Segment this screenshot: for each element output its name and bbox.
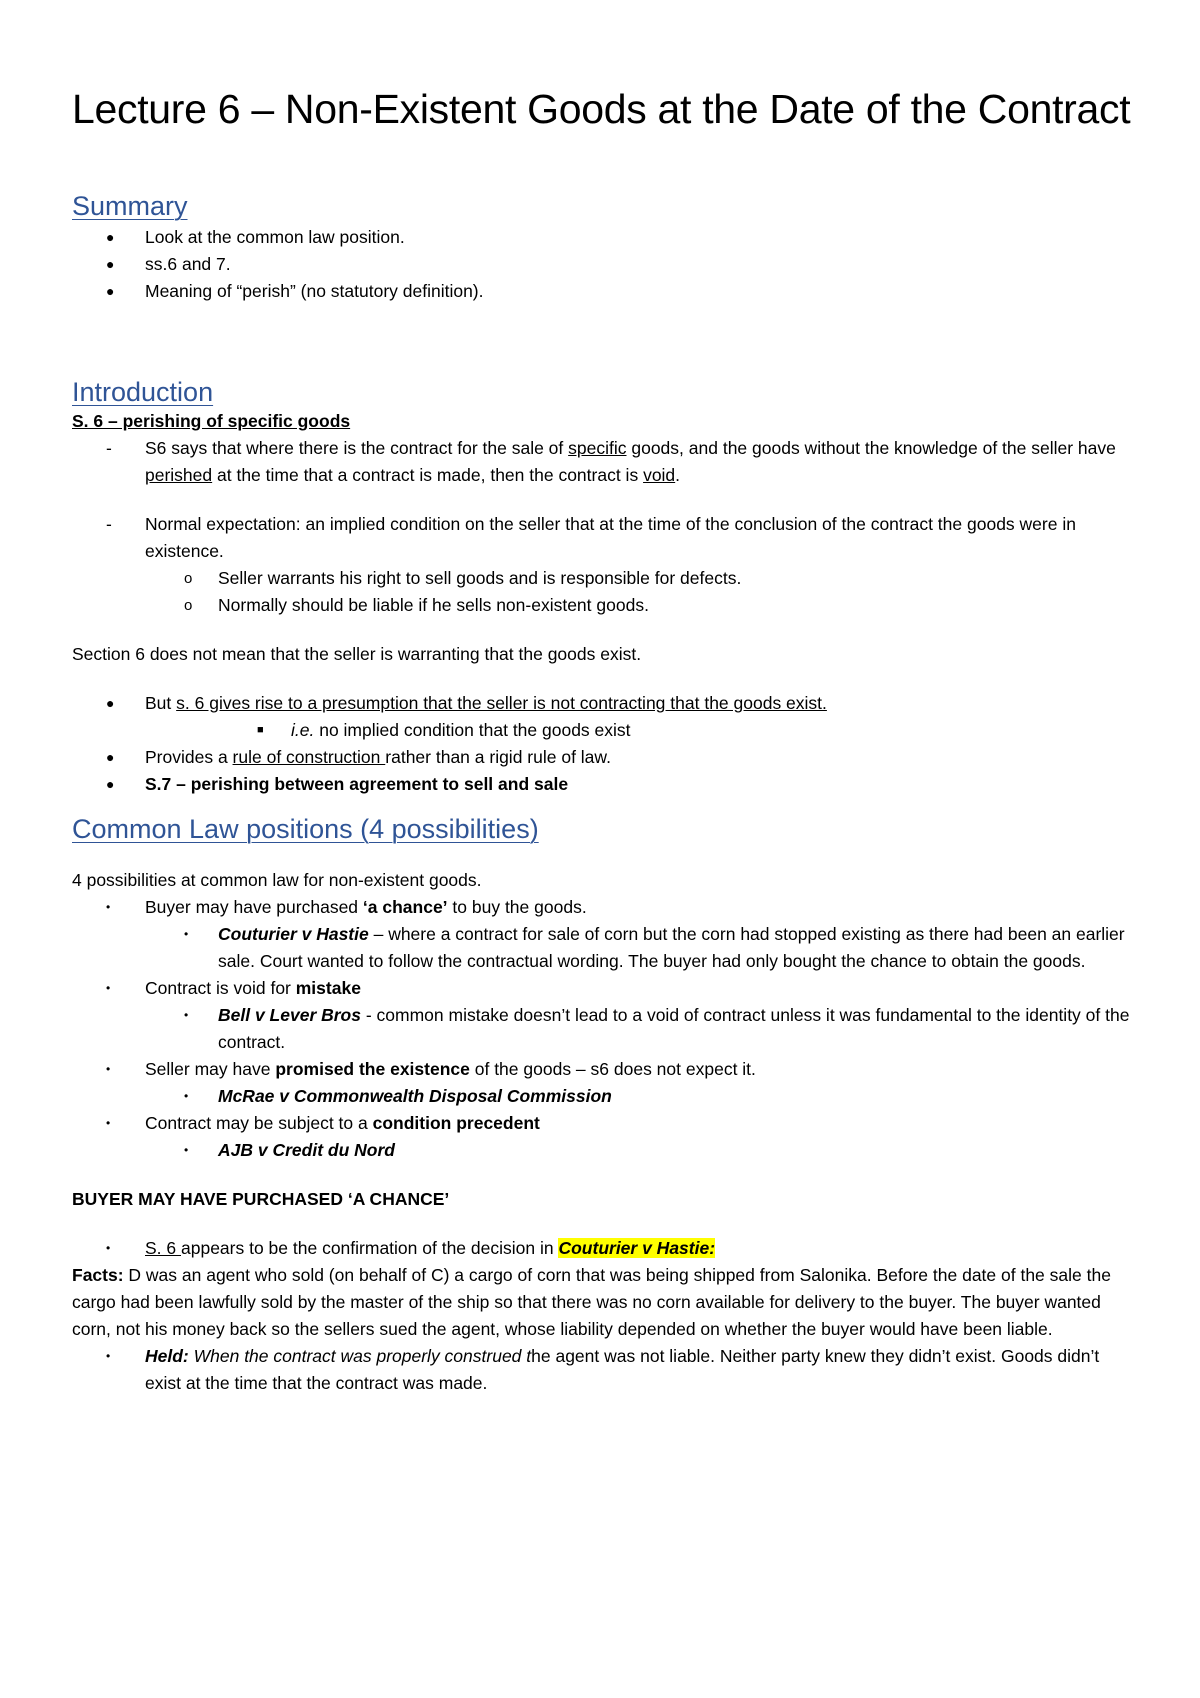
bullet-icon: ●: [106, 776, 115, 792]
circle-bullet-icon: o: [184, 570, 193, 587]
heading-summary: Summary: [72, 191, 188, 221]
bullet-icon: ●: [106, 256, 115, 272]
summary-item: ● Look at the common law position.: [72, 224, 1132, 251]
sub-item: o Normally should be liable if he sells non-existent goods.: [72, 592, 1132, 619]
bullet-item: • Seller may have promised the existence of the goods – s6 does not expect it.: [72, 1056, 1132, 1083]
section-heading: BUYER MAY HAVE PURCHASED ‘A CHANCE’: [72, 1189, 450, 1209]
bullet-item: • Contract may be subject to a condition precedent: [72, 1110, 1132, 1137]
bullet-icon: •: [106, 981, 111, 995]
bullet-item: • S. 6 appears to be the confirmation of the decision in Couturier v Hastie:: [72, 1235, 1132, 1262]
bullet-icon: •: [106, 1062, 111, 1076]
summary-item: ● Meaning of “perish” (no statutory definition).: [72, 278, 1132, 305]
summary-item: ● ss.6 and 7.: [72, 251, 1132, 278]
paragraph: Section 6 does not mean that the seller is warranting that the goods exist.: [72, 644, 642, 664]
square-bullet-icon: ■: [257, 724, 264, 736]
bullet-item: • Buyer may have purchased ‘a chance’ to buy the goods.: [72, 894, 1132, 921]
sub-item: • AJB v Credit du Nord: [72, 1137, 1132, 1164]
bullet-item: • Contract is void for mistake: [72, 975, 1132, 1002]
bullet-icon: •: [184, 1143, 189, 1157]
bullet-icon: ●: [106, 229, 115, 245]
bullet-icon: •: [106, 1241, 111, 1255]
dash-bullet: -: [106, 514, 112, 534]
dash-item: - S6 says that where there is the contract for the sale of specific goods, and the goods without the knowledge of the seller have perished at the time that a contract is made, then the contract is void.: [72, 435, 1132, 489]
circle-bullet-icon: o: [184, 597, 193, 614]
bullet-item: • Held: When the contract was properly construed the agent was not liable. Neither party knew they didn’t exist. Goods didn’t exist at the time that the contract was made.: [72, 1343, 1132, 1397]
bullet-icon: •: [106, 1116, 111, 1130]
heading-common-law: Common Law positions (4 possibilities): [72, 814, 539, 844]
bullet-item: ● S.7 – perishing between agreement to sell and sale: [72, 771, 1132, 798]
bullet-icon: ●: [106, 749, 115, 765]
page-title: Lecture 6 – Non-Existent Goods at the Date of the Contract: [72, 86, 1131, 132]
dash-item: - Normal expectation: an implied condition on the seller that at the time of the conclusion of the contract the goods were in existence.: [72, 511, 1132, 565]
bullet-icon: ●: [106, 283, 115, 299]
bullet-icon: ●: [106, 695, 115, 711]
sub-item: ■ i.e. no implied condition that the goods exist: [72, 717, 1132, 744]
paragraph: 4 possibilities at common law for non-existent goods.: [72, 870, 482, 890]
bullet-icon: •: [106, 1349, 111, 1363]
sub-item: • Couturier v Hastie – where a contract for sale of corn but the corn had stopped existing as there had been an earlier sale. Court wanted to follow the contractual wording. The buyer had only bought the chance to obtain the goods.: [72, 921, 1132, 975]
s6-heading: S. 6 – perishing of specific goods: [72, 411, 351, 431]
heading-introduction: Introduction: [72, 377, 214, 407]
sub-item: • McRae v Commonwealth Disposal Commission: [72, 1083, 1132, 1110]
bullet-item: ● But s. 6 gives rise to a presumption that the seller is not contracting that the goods exist.: [72, 690, 1132, 717]
bullet-icon: •: [106, 900, 111, 914]
bullet-item: ● Provides a rule of construction rather than a rigid rule of law.: [72, 744, 1132, 771]
bullet-icon: •: [184, 1089, 189, 1103]
bullet-icon: •: [184, 927, 189, 941]
document-page: [72, 78, 1132, 1397]
dash-bullet: -: [106, 438, 112, 458]
facts-paragraph: Facts: D was an agent who sold (on behalf of C) a cargo of corn that was being shipped from Salonika. Before the date of the sale the cargo had been lawfully sold by the master of the ship so that there was no corn available for delivery to the buyer. The buyer wanted corn, not his money back so the sellers sued the agent, whose liability depended on whether the buyer would have been liable.: [72, 1265, 1111, 1339]
sub-item: • Bell v Lever Bros - common mistake doesn’t lead to a void of contract unless it was fundamental to the identity of the contract.: [72, 1002, 1132, 1056]
sub-item: o Seller warrants his right to sell goods and is responsible for defects.: [72, 565, 1132, 592]
bullet-icon: •: [184, 1008, 189, 1022]
